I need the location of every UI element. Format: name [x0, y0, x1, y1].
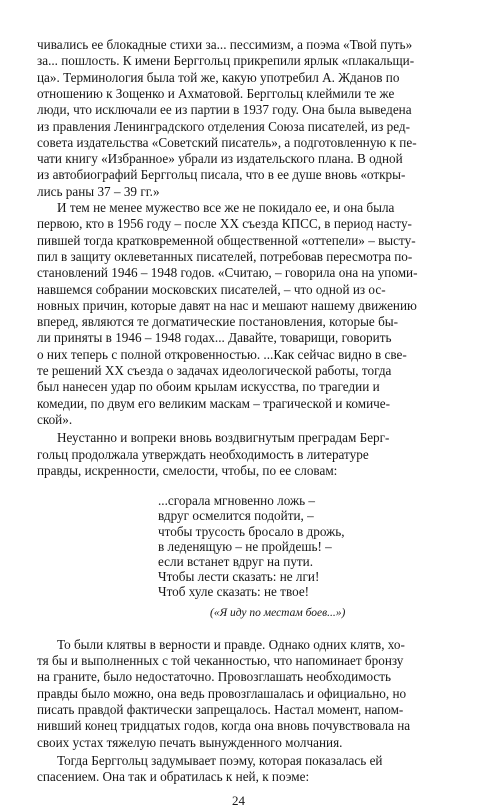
text-line: вперед, являются те догматические постановления, которые бы- [37, 314, 399, 330]
text-line: те решений XX съезда о задачах идеологической работы, тогда [37, 363, 392, 378]
text-line: лись раны 37 – 39 гг.» [37, 183, 160, 199]
poem-line: ...сгорала мгновенно ложь – [158, 493, 315, 509]
poem-line: Чтобы лести сказать: не лги! [158, 569, 320, 585]
text-line: о них теперь с полной откровенностью. ...Как сейчас видно в све- [37, 346, 407, 362]
text-line: новных причин, которые давят на нас и мешают нашему движению [37, 297, 417, 313]
text-line: ца». Терминология была той же, какую употребил А. Жданов по [37, 69, 400, 85]
text-line: писать правдой фактически запрещалось. Настал момент, напом- [37, 701, 404, 717]
text-line: И тем не менее мужество все же не покидало ее, и она была [57, 200, 395, 215]
text-line: спасением. Она так и обратилась к ней, к поэме: [37, 769, 310, 785]
text-line: из автобиографий Берггольц писала, что в ее душе вновь «откры- [37, 167, 406, 183]
text-line: гольц продолжала утверждать необходимость в литературе [37, 446, 369, 462]
text-line: чивались ее блокадные стихи за... пессимизм, а поэма «Твой путь» [37, 37, 413, 52]
text-line: отношению к Зощенко и Ахматовой. Берггольц клеймили те же [37, 85, 395, 101]
text-line: навшемся собрании московских писателей, – что одной из ос- [37, 281, 386, 297]
poem-line: чтобы трусость бросало в дрожь, [158, 523, 345, 539]
text-line: пил в защиту оклеветанных писателей, потребовав пересмотра по- [37, 248, 413, 264]
text-line: ли приняты в 1946 – 1948 годах... Давайте, товарищи, говорить [37, 330, 392, 346]
text-line: правды, искренности, смелости, чтобы, по ее словам: [37, 462, 338, 478]
text-line: своих устах тяжелую печать вынужденного молчания. [37, 734, 343, 750]
text-line: совета издательства «Советский писатель», а подготовленную к пе- [37, 134, 417, 150]
text-line: на граните, было недостаточно. Провозглашать необходимость [37, 669, 392, 685]
poem-line: в леденящую – не пройдешь! – [158, 538, 332, 554]
text-line: был нанесен удар по обоим крылам искусства, по трагедии и [37, 379, 380, 395]
poem-line: если встанет вдруг на пути. [158, 553, 314, 569]
poem-line: вдруг осмелится подойти, – [158, 508, 314, 524]
text-line: из правления Ленинградского отделения Союза писателей, из ред- [37, 118, 410, 134]
text-line: первою, кто в 1956 году – после XX съезда КПСС, в период насту- [37, 216, 412, 232]
text-line: нивший конец тридцатых годов, когда она вновь почувствовала на [37, 718, 411, 734]
text-line: То были клятвы в верности и правде. Однако одних клятв, хо- [57, 636, 405, 652]
text-line: комедии, по двум его великим маскам – трагической и комиче- [37, 395, 391, 411]
text-line: правды было можно, она ведь провозглашалась и официально, но [37, 685, 407, 701]
text-line: становлений 1946 – 1948 годов. «Считаю, – говорила она на упоми- [37, 265, 418, 281]
text-line: за... пошлость. К имени Берггольц прикрепили ярлык «плакальщи- [37, 53, 415, 69]
poem-line: Чтоб хуле сказать: не твое! [158, 584, 310, 600]
poem-source: («Я иду по местам боев...») [210, 606, 346, 619]
text-line: люди, что исключали ее из партии в 1937 году. Она была выведена [37, 102, 412, 118]
page-number: 24 [232, 793, 245, 809]
text-line: ской». [37, 411, 73, 427]
text-line: Неустанно и вопреки вновь воздвигнутым преградам Берг- [57, 430, 390, 446]
text-line: пившей тогда кратковременной общественной «оттепели» – высту- [37, 232, 416, 248]
text-line: чати книгу «Избранное» убрали из издательского плана. В одной [37, 151, 403, 167]
text-line: тя бы и выполненных с той чеканностью, что напоминает бронзу [37, 653, 404, 668]
text-line: Тогда Берггольц задумывает поэму, которая показалась ей [57, 752, 383, 768]
